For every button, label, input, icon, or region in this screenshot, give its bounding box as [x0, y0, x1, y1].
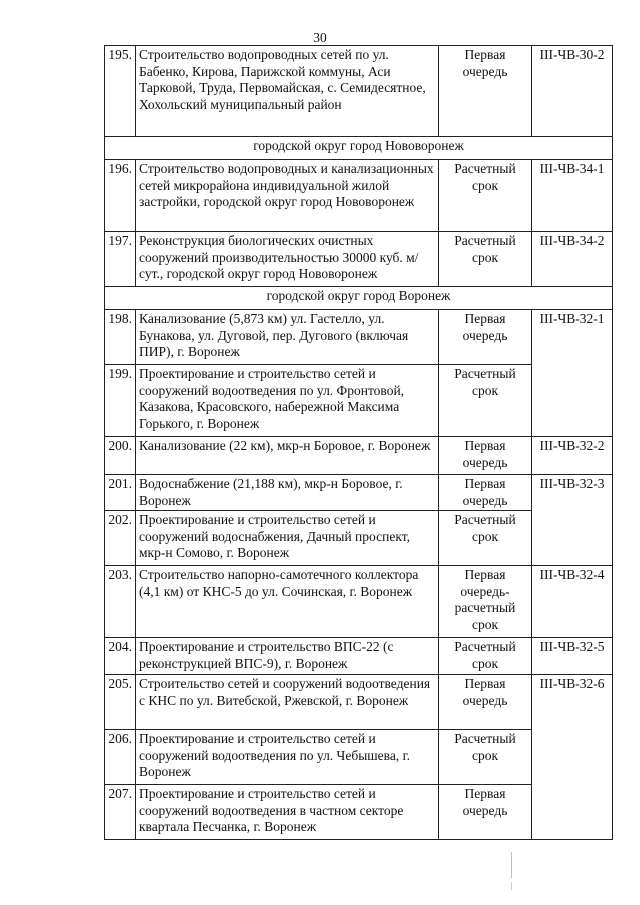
- table-row: [105, 675, 613, 730]
- row-number: 205.: [105, 675, 136, 730]
- table-row: [105, 437, 613, 475]
- row-description: Проектирование и строительство сетей и сооружений водоотведения по ул. Чебышева, г. Воронеж: [136, 730, 439, 785]
- row-description: Канализование (5,873 км) ул. Гастелло, ул. Бунакова, ул. Дуговой, пер. Дугового (включая ПИР), г. Воронеж: [136, 310, 439, 365]
- row-stage: Расчетный срок: [439, 365, 532, 437]
- table-row: [105, 46, 613, 137]
- row-code: III-ЧВ-32-3: [532, 475, 613, 566]
- row-code: III-ЧВ-32-2: [532, 437, 613, 475]
- row-number: 201.: [105, 475, 136, 511]
- section-heading: городской округ город Нововоронеж: [105, 137, 613, 160]
- table-row: [105, 232, 613, 287]
- row-code: III-ЧВ-32-1: [532, 310, 613, 437]
- row-number: 198.: [105, 310, 136, 365]
- row-description: Строительство сетей и сооружений водоотведения с КНС по ул. Витебской, Ржевской, г. Воронеж: [136, 675, 439, 730]
- row-number: 197.: [105, 232, 136, 287]
- page-number: 30: [313, 30, 327, 45]
- row-description: Проектирование и строительство сетей и сооружений водоотведения по ул. Фронтовой, Казакова, Красовского, набережной Максима Горького, г. Воронеж: [136, 365, 439, 437]
- row-stage: Первая очередь: [439, 437, 532, 475]
- row-number: 203.: [105, 566, 136, 638]
- row-number: 207.: [105, 785, 136, 840]
- row-description: Проектирование и строительство ВПС-22 (с реконструкцией ВПС-9), г. Воронеж: [136, 638, 439, 675]
- measures-table: [104, 45, 613, 840]
- row-description: Проектирование и строительство сетей и сооружений водоотведения в частном секторе квартала Песчанка, г. Воронеж: [136, 785, 439, 840]
- row-number: 200.: [105, 437, 136, 475]
- margin-mark: [511, 852, 512, 878]
- row-stage: Первая очередь: [439, 675, 532, 730]
- row-description: Канализование (22 км), мкр-н Боровое, г. Воронеж: [136, 437, 439, 475]
- row-stage: Расчетный срок: [439, 232, 532, 287]
- row-code: III-ЧВ-32-6: [532, 675, 613, 840]
- row-stage: Первая очередь: [439, 46, 532, 137]
- row-code: III-ЧВ-32-4: [532, 566, 613, 638]
- row-description: Строительство напорно-самотечного коллектора (4,1 км) от КНС-5 до ул. Сочинская, г. Воронеж: [136, 566, 439, 638]
- row-description: Водоснабжение (21,188 км), мкр-н Боровое, г. Воронеж: [136, 475, 439, 511]
- table-row: [105, 638, 613, 675]
- table-row: [105, 566, 613, 638]
- row-stage: Первая очередь: [439, 475, 532, 511]
- row-number: 195.: [105, 46, 136, 137]
- row-stage: Расчетный срок: [439, 638, 532, 675]
- row-stage: Первая очередь- расчетный срок: [439, 566, 532, 638]
- row-stage: Расчетный срок: [439, 511, 532, 566]
- row-description: Реконструкция биологических очистных сооружений производительностью 30000 куб. м/сут., городской округ город Нововоронеж: [136, 232, 439, 287]
- row-number: 204.: [105, 638, 136, 675]
- row-code: III-ЧВ-34-1: [532, 160, 613, 232]
- row-number: 196.: [105, 160, 136, 232]
- section-heading: городской округ город Воронеж: [105, 287, 613, 310]
- row-code: III-ЧВ-30-2: [532, 46, 613, 137]
- row-code: III-ЧВ-34-2: [532, 232, 613, 287]
- row-number: 202.: [105, 511, 136, 566]
- row-description: Строительство водопроводных сетей по ул. Бабенко, Кирова, Парижской коммуны, Аси Тарковой, Труда, Первомайская, с. Семидесятное, Хохольский муниципальный район: [136, 46, 439, 137]
- section-row: [105, 137, 613, 160]
- row-number: 206.: [105, 730, 136, 785]
- row-stage: Первая очередь: [439, 310, 532, 365]
- table-row: [105, 475, 613, 511]
- row-stage: Расчетный срок: [439, 730, 532, 785]
- section-row: [105, 287, 613, 310]
- row-code: III-ЧВ-32-5: [532, 638, 613, 675]
- row-description: Проектирование и строительство сетей и сооружений водоснабжения, Дачный проспект, мкр-н Сомово, г. Воронеж: [136, 511, 439, 566]
- row-stage: Расчетный срок: [439, 160, 532, 232]
- table-row: [105, 310, 613, 365]
- margin-mark: [511, 882, 512, 890]
- row-stage: Первая очередь: [439, 785, 532, 840]
- row-number: 199.: [105, 365, 136, 437]
- row-description: Строительство водопроводных и канализационных сетей микрорайона индивидуальной жилой застройки, городской округ город Нововоронеж: [136, 160, 439, 232]
- table-row: [105, 160, 613, 232]
